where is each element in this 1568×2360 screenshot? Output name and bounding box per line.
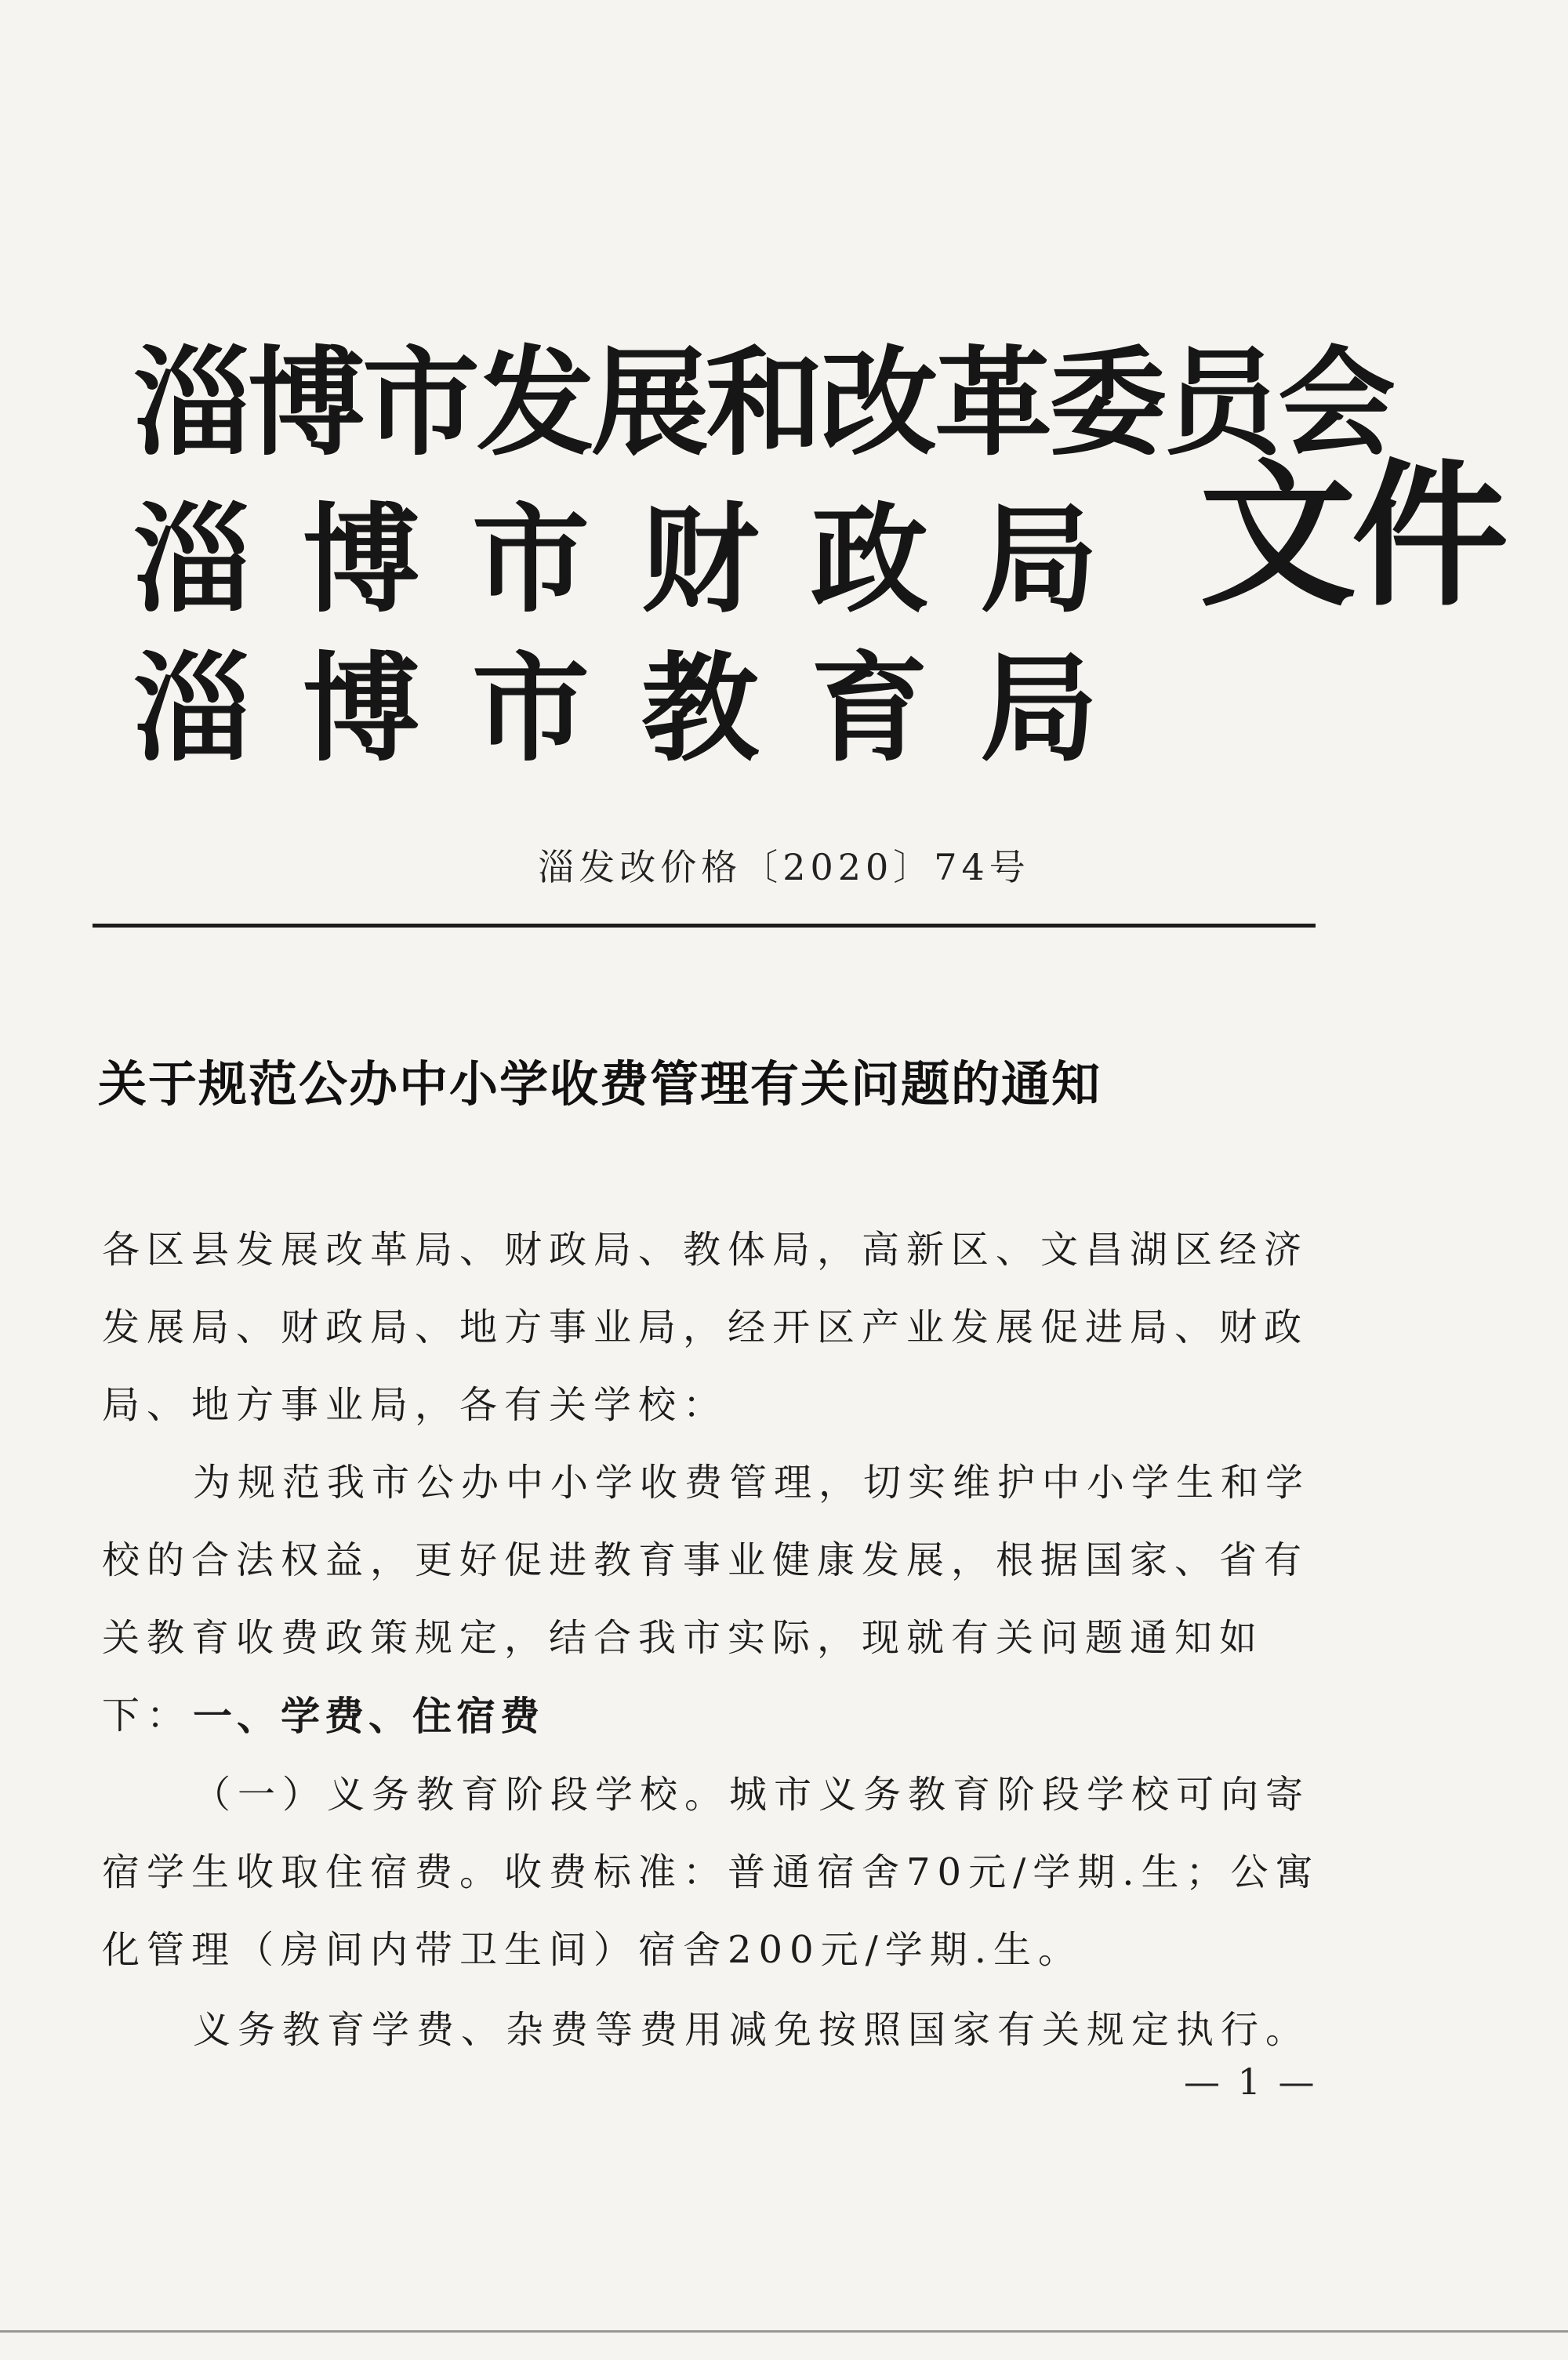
document-number: 淄发改价格〔2020〕74号 <box>538 846 1030 888</box>
page-number: — 1 — <box>1184 2060 1318 2103</box>
fee-exemption-paragraph: 义务教育学费、杂费等费用减免按照国家有关规定执行。 <box>193 2008 1311 2052</box>
section-heading-1: 一、学费、住宿费 <box>193 1694 544 1739</box>
document-label: 文件 <box>1200 445 1504 628</box>
compulsory-education-paragraph: （一）义务教育阶段学校。城市义务教育阶段学校可向寄宿学生收取住宿费。收费标准：普通宿舍70元/学期.生；公寓化管理（房间内带卫生间）宿舍200元/学期.生。 <box>102 1773 1320 1972</box>
addressee: 各区县发展改革局、财政局、教体局，高新区、文昌湖区经济发展局、财政局、地方事业局，经开区产业发展促进局、财政局、地方事业局，各有关学校： <box>102 1228 1309 1427</box>
intro-paragraph: 为规范我市公办中小学收费管理，切实维护中小学生和学校的合法权益，更好促进教育事业健康发展，根据国家、省有关教育收费政策规定，结合我市实际，现就有关问题通知如下： <box>102 1461 1311 1737</box>
document-title: 关于规范公办中小学收费管理有关问题的通知 <box>98 1055 1102 1113</box>
issuer-education-bureau: 淄博市教育局 <box>133 641 1150 778</box>
page-bottom-edge <box>0 2330 1568 2333</box>
issuer-ndrc: 淄博市发展和改革委员会 <box>133 336 1393 472</box>
issuer-finance-bureau: 淄博市财政局 <box>133 492 1150 629</box>
issuer-block <box>133 329 1504 778</box>
header-divider <box>93 924 1316 928</box>
